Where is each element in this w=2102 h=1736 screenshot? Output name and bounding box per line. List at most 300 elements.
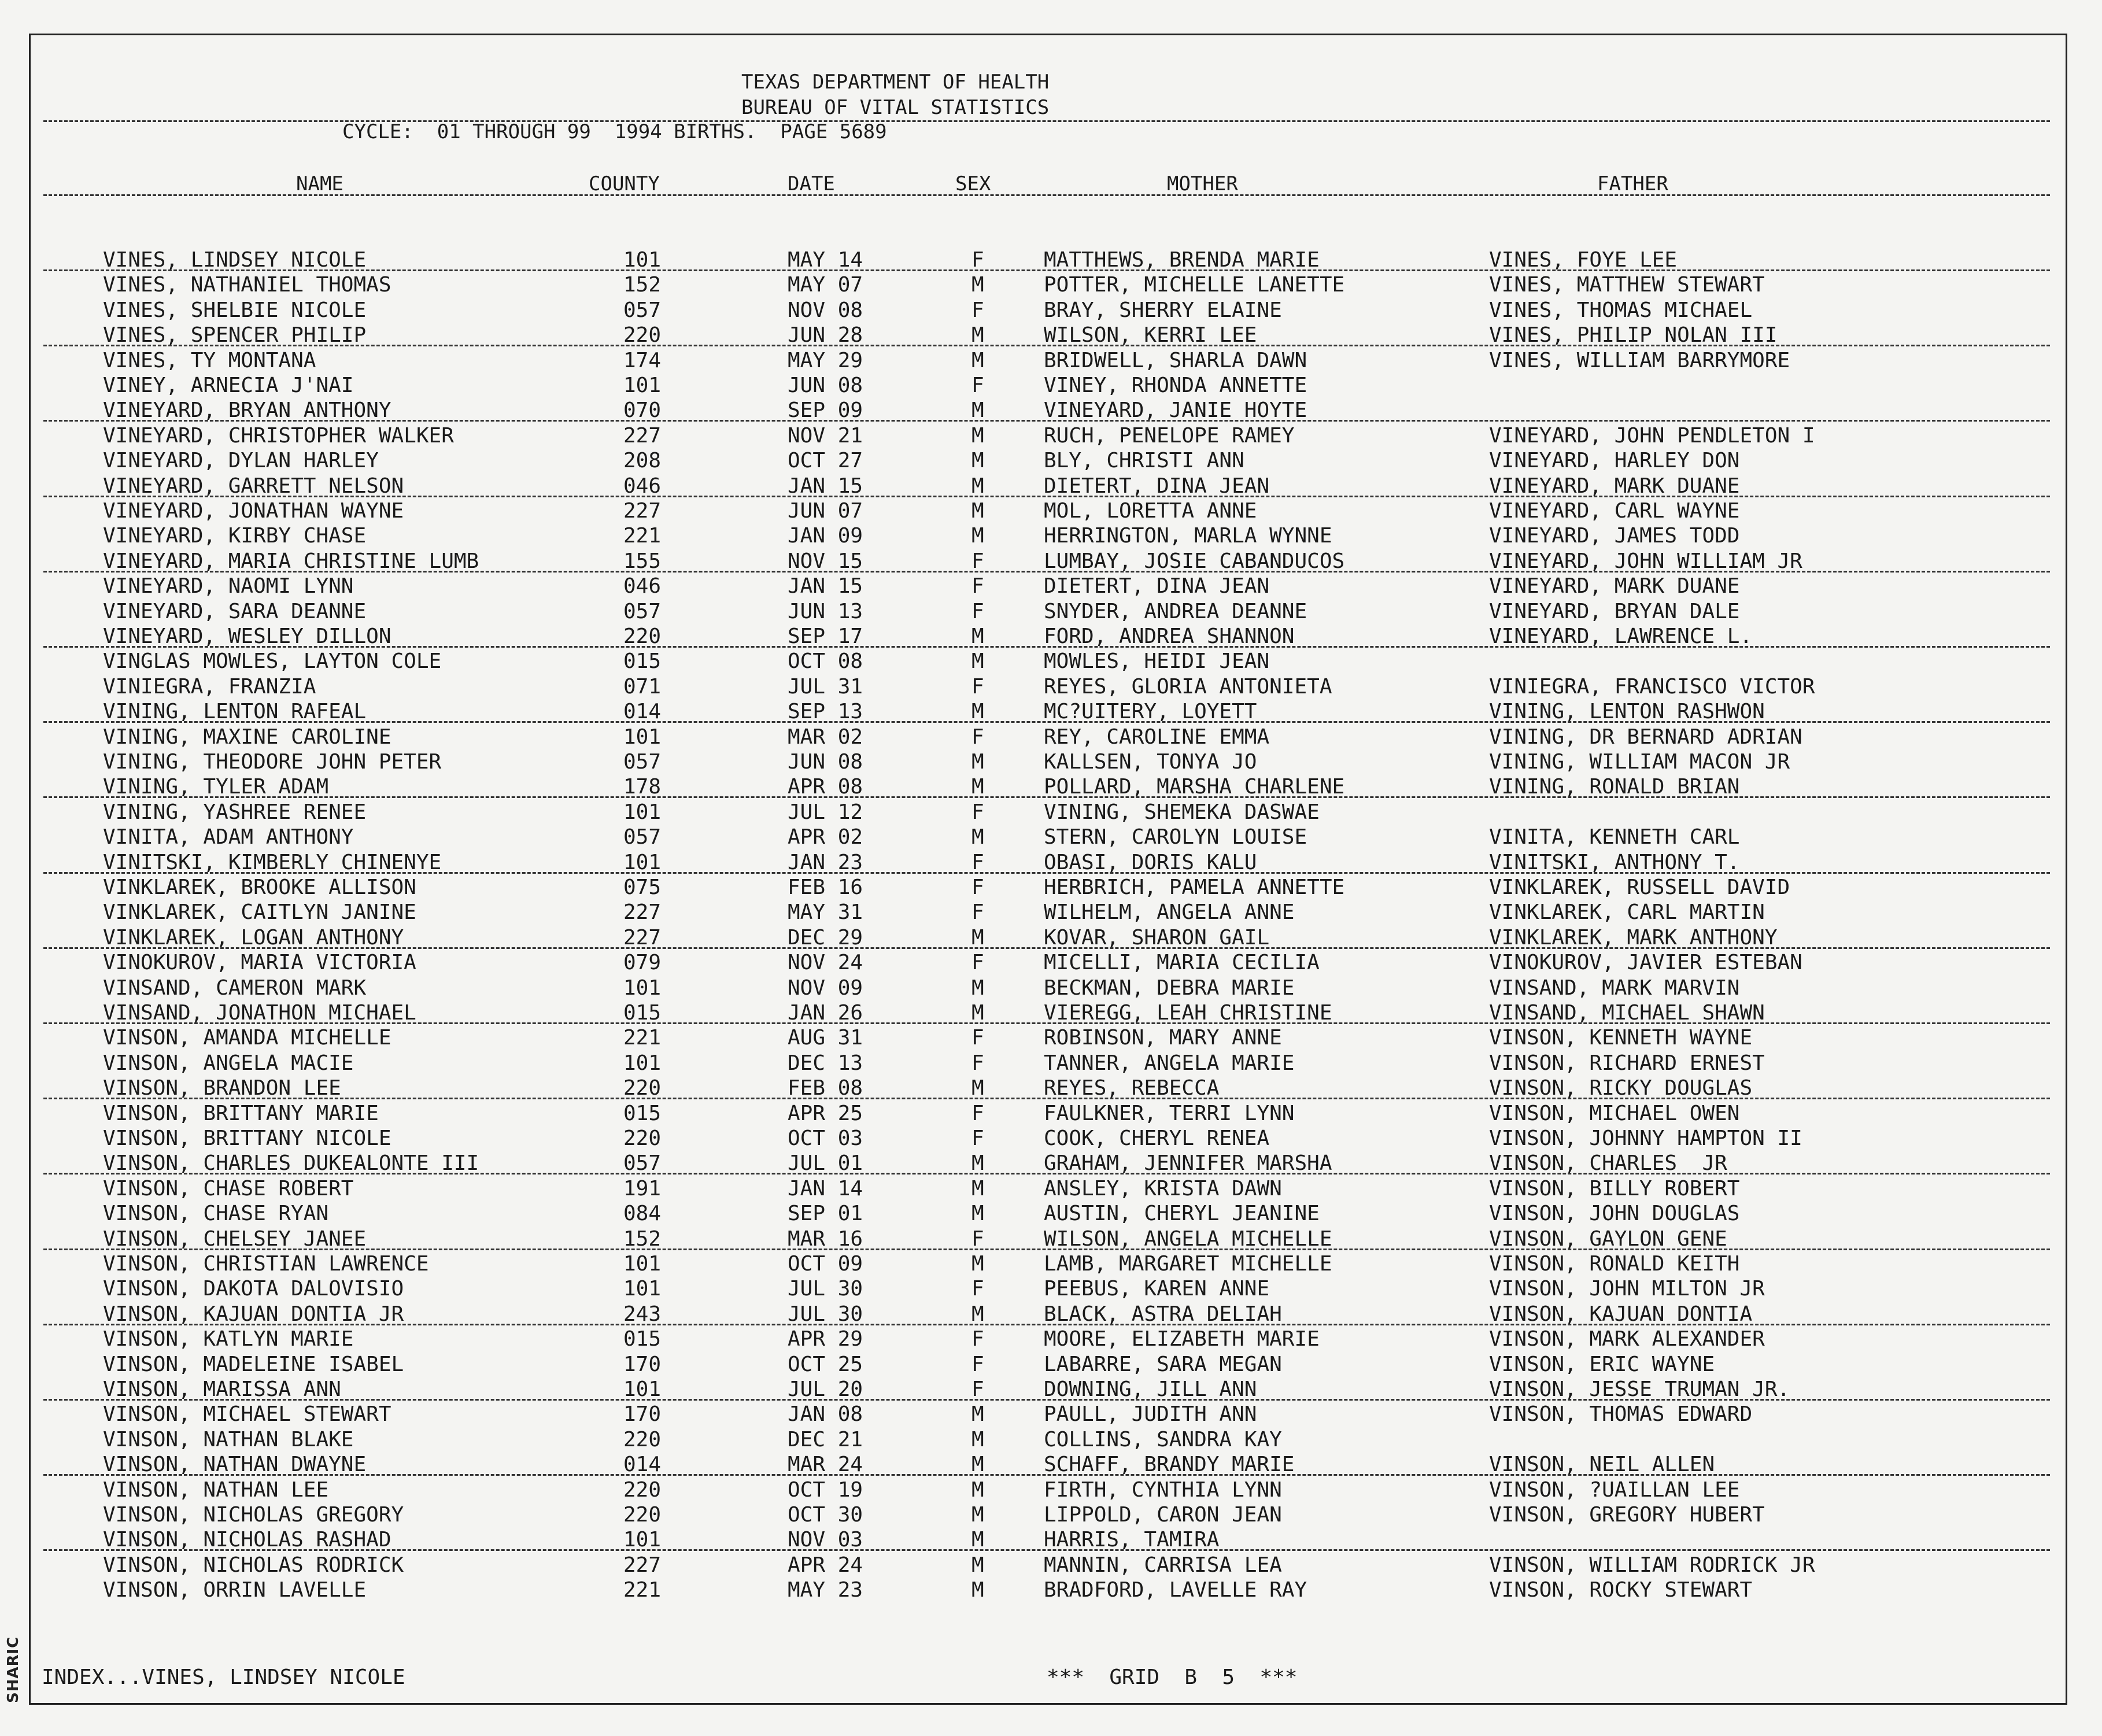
cell-name: VINING, THEODORE JOHN PETER: [103, 750, 442, 774]
cell-name: VINKLAREK, CAITLYN JANINE: [103, 900, 416, 925]
cell-sex: M: [971, 449, 984, 473]
table-row: [0, 1052, 2102, 1077]
cell-name: VINSON, NATHAN BLAKE: [103, 1427, 354, 1451]
cell-date: JUL 30: [788, 1277, 863, 1301]
cell-sex: M: [971, 700, 984, 724]
cell-father: VINSON, GREGORY HUBERT: [1489, 1503, 1765, 1527]
cell-sex: M: [971, 1202, 984, 1226]
cell-mother: REYES, REBECCA: [1044, 1076, 1220, 1100]
cell-county: 101: [623, 800, 662, 824]
table-row: [0, 324, 2102, 349]
cell-date: NOV 21: [788, 423, 863, 448]
cell-sex: F: [971, 1026, 984, 1050]
cell-date: NOV 03: [788, 1528, 863, 1552]
cell-name: VINEYARD, NAOMI LYNN: [103, 574, 354, 599]
cell-county: 221: [623, 1026, 662, 1050]
table-row: [0, 851, 2102, 876]
cell-county: 220: [623, 1076, 662, 1100]
cell-name: VINEYARD, GARRETT NELSON: [103, 474, 404, 498]
cell-mother: MICELLI, MARIA CECILIA: [1044, 951, 1320, 975]
cell-sex: F: [971, 1101, 984, 1125]
cell-sex: M: [971, 976, 984, 1000]
cell-name: VINOKUROV, MARIA VICTORIA: [103, 951, 416, 975]
cell-date: OCT 08: [788, 649, 863, 674]
cell-date: FEB 08: [788, 1076, 863, 1100]
cell-date: JAN 08: [788, 1402, 863, 1427]
cell-name: VINEYARD, KIRBY CHASE: [103, 524, 367, 548]
table-row: [0, 299, 2102, 324]
cell-sex: M: [971, 1478, 984, 1502]
cell-county: 227: [623, 499, 662, 523]
cell-sex: F: [971, 574, 984, 599]
cell-mother: GRAHAM, JENNIFER MARSHA: [1044, 1151, 1332, 1176]
cell-date: JUL 31: [788, 674, 863, 699]
cell-date: JAN 26: [788, 1001, 863, 1025]
cell-sex: M: [971, 925, 984, 950]
table-row: [0, 475, 2102, 500]
cell-sex: M: [971, 348, 984, 372]
column-header-father: FATHER: [1597, 172, 1668, 195]
cell-name: VINING, YASHREE RENEE: [103, 800, 367, 824]
table-row: [0, 625, 2102, 650]
cell-sex: M: [971, 474, 984, 498]
table-row: [0, 1353, 2102, 1378]
table-row: [0, 575, 2102, 600]
header-agency: TEXAS DEPARTMENT OF HEALTH: [741, 71, 1050, 94]
cell-county: 101: [623, 1528, 662, 1552]
cell-name: VINES, SPENCER PHILIP: [103, 323, 367, 348]
cell-date: JUN 08: [788, 750, 863, 774]
cell-father: VINSON, BILLY ROBERT: [1489, 1176, 1740, 1201]
cell-name: VINSON, MICHAEL STEWART: [103, 1402, 391, 1427]
cell-mother: BRADFORD, LAVELLE RAY: [1044, 1578, 1307, 1602]
cell-name: VINSON, NICHOLAS GREGORY: [103, 1503, 404, 1527]
cell-sex: F: [971, 1051, 984, 1075]
table-row: [0, 876, 2102, 901]
cell-name: VINITA, ADAM ANTHONY: [103, 825, 354, 849]
cell-name: VINITSKI, KIMBERLY CHINENYE: [103, 850, 442, 874]
cell-mother: OBASI, DORIS KALU: [1044, 850, 1257, 874]
cell-county: 170: [623, 1352, 662, 1376]
cell-county: 220: [623, 1478, 662, 1502]
cell-date: MAR 24: [788, 1453, 863, 1477]
table-row: [0, 349, 2102, 374]
cell-sex: F: [971, 599, 984, 623]
cell-name: VINES, NATHANIEL THOMAS: [103, 273, 391, 297]
cell-father: VINES, THOMAS MICHAEL: [1489, 298, 1753, 322]
cell-father: VINSON, CHARLES JR: [1489, 1151, 1727, 1176]
cell-sex: M: [971, 1402, 984, 1427]
table-row: [0, 1579, 2102, 1604]
cell-county: 015: [623, 649, 662, 674]
cell-name: VINSON, CHASE RYAN: [103, 1202, 329, 1226]
cell-sex: M: [971, 273, 984, 297]
cell-mother: SNYDER, ANDREA DEANNE: [1044, 599, 1307, 623]
cell-sex: M: [971, 625, 984, 648]
table-row: [0, 1303, 2102, 1328]
cell-father: VINSAND, MICHAEL SHAWN: [1489, 1001, 1765, 1025]
cell-county: 057: [623, 298, 662, 322]
cell-name: VINKLAREK, BROOKE ALLISON: [103, 876, 416, 899]
cell-mother: STERN, CAROLYN LOUISE: [1044, 825, 1307, 849]
cell-date: APR 02: [788, 825, 863, 849]
cell-name: VINSON, CHARLES DUKEALONTE III: [103, 1151, 479, 1176]
cell-county: 191: [623, 1176, 662, 1201]
cell-sex: M: [971, 1001, 984, 1025]
cell-date: AUG 31: [788, 1026, 863, 1050]
table-row: [0, 600, 2102, 625]
cell-county: 015: [623, 1001, 662, 1025]
cell-name: VINSON, KAJUAN DONTIA JR: [103, 1302, 404, 1326]
cell-sex: M: [971, 775, 984, 799]
cell-sex: F: [971, 1352, 984, 1376]
cell-sex: F: [971, 1227, 984, 1251]
cell-county: 174: [623, 348, 662, 372]
cell-date: OCT 09: [788, 1252, 863, 1276]
cell-name: VINSAND, JONATHON MICHAEL: [103, 1001, 416, 1025]
cell-father: VINING, WILLIAM MACON JR: [1489, 750, 1790, 774]
cell-mother: LABARRE, SARA MEGAN: [1044, 1352, 1282, 1376]
cell-date: JAN 15: [788, 574, 863, 599]
table-row: [0, 1479, 2102, 1504]
cell-county: 070: [623, 398, 662, 423]
cell-county: 101: [623, 1051, 662, 1075]
cell-father: VINEYARD, MARK DUANE: [1489, 574, 1740, 599]
column-header-date: DATE: [788, 172, 835, 195]
cell-date: SEP 13: [788, 700, 863, 724]
cell-sex: M: [971, 499, 984, 523]
cell-name: VINSON, CHASE ROBERT: [103, 1176, 354, 1201]
cell-mother: AUSTIN, CHERYL JEANINE: [1044, 1202, 1320, 1226]
cell-name: VINIEGRA, FRANZIA: [103, 674, 316, 699]
table-row: [0, 675, 2102, 700]
cell-date: MAY 14: [788, 248, 863, 272]
column-header-rule: [43, 194, 2050, 196]
cell-date: APR 24: [788, 1553, 863, 1577]
cell-county: 152: [623, 273, 662, 297]
cell-name: VINES, TY MONTANA: [103, 348, 316, 372]
cell-mother: REYES, GLORIA ANTONIETA: [1044, 674, 1332, 699]
table-row: [0, 901, 2102, 926]
table-row: [0, 500, 2102, 525]
cell-father: VINEYARD, LAWRENCE L.: [1489, 625, 1753, 648]
cell-mother: LUMBAY, JOSIE CABANDUCOS: [1044, 549, 1345, 573]
cell-name: VINEYARD, BRYAN ANTHONY: [103, 398, 391, 423]
cell-father: VINEYARD, BRYAN DALE: [1489, 599, 1740, 623]
table-row: [0, 726, 2102, 751]
cell-name: VINEYARD, WESLEY DILLON: [103, 625, 391, 648]
cell-mother: PAULL, JUDITH ANN: [1044, 1402, 1257, 1427]
cell-sex: M: [971, 1252, 984, 1276]
cell-father: VINOKUROV, JAVIER ESTEBAN: [1489, 951, 1802, 975]
table-row: [0, 751, 2102, 775]
cell-county: 057: [623, 1151, 662, 1176]
cell-name: VINSON, CHELSEY JANEE: [103, 1227, 367, 1251]
cell-county: 015: [623, 1327, 662, 1351]
cell-name: VINEY, ARNECIA J'NAI: [103, 374, 354, 397]
cell-date: SEP 17: [788, 625, 863, 648]
cell-mother: WILSON, KERRI LEE: [1044, 323, 1257, 348]
cell-date: DEC 21: [788, 1427, 863, 1451]
cell-sex: F: [971, 1126, 984, 1150]
table-row: [0, 926, 2102, 951]
cell-father: VINING, LENTON RASHWON: [1489, 700, 1765, 724]
cell-sex: F: [971, 876, 984, 899]
cell-father: VINING, DR BERNARD ADRIAN: [1489, 725, 1802, 749]
table-row: [0, 826, 2102, 851]
cell-date: APR 25: [788, 1101, 863, 1125]
table-row: [0, 1277, 2102, 1302]
cell-sex: M: [971, 1151, 984, 1176]
cell-date: MAY 23: [788, 1578, 863, 1602]
cell-father: VINSON, WILLIAM RODRICK JR: [1489, 1553, 1815, 1577]
cell-county: 155: [623, 549, 662, 573]
cell-date: OCT 03: [788, 1126, 863, 1150]
cell-father: VINSON, ERIC WAYNE: [1489, 1352, 1715, 1376]
table-row: [0, 1428, 2102, 1453]
cell-county: 079: [623, 951, 662, 975]
cell-sex: M: [971, 524, 984, 548]
cell-sex: M: [971, 1176, 984, 1201]
cell-sex: F: [971, 725, 984, 749]
cell-father: VINSON, JESSE TRUMAN JR.: [1489, 1377, 1790, 1401]
cell-mother: VINEYARD, JANIE HOYTE: [1044, 398, 1307, 423]
cell-mother: FIRTH, CYNTHIA LYNN: [1044, 1478, 1282, 1502]
table-row: [0, 1002, 2102, 1026]
cell-father: VINSON, NEIL ALLEN: [1489, 1453, 1715, 1477]
cell-date: OCT 19: [788, 1478, 863, 1502]
cell-county: 221: [623, 524, 662, 548]
table-row: [0, 1152, 2102, 1177]
cell-mother: MANNIN, CARRISA LEA: [1044, 1553, 1282, 1577]
cell-county: 101: [623, 976, 662, 1000]
cell-father: VINSON, THOMAS EDWARD: [1489, 1402, 1753, 1427]
cell-father: VINSON, JOHN MILTON JR: [1489, 1277, 1765, 1301]
cell-county: 015: [623, 1101, 662, 1125]
cell-county: 101: [623, 248, 662, 272]
cell-father: VINING, RONALD BRIAN: [1489, 775, 1740, 799]
table-row: [0, 650, 2102, 675]
cell-county: 243: [623, 1302, 662, 1326]
table-row: [0, 1202, 2102, 1227]
cell-name: VINSON, AMANDA MICHELLE: [103, 1026, 391, 1050]
cell-sex: M: [971, 1427, 984, 1451]
cell-date: JUL 30: [788, 1302, 863, 1326]
cell-father: VINSON, RICKY DOUGLAS: [1489, 1076, 1753, 1100]
cell-mother: POLLARD, MARSHA CHARLENE: [1044, 775, 1345, 799]
cell-sex: F: [971, 374, 984, 397]
cell-county: 220: [623, 1427, 662, 1451]
table-row: [0, 951, 2102, 976]
cell-mother: MOWLES, HEIDI JEAN: [1044, 649, 1270, 674]
table-row: [0, 424, 2102, 449]
cell-sex: M: [971, 423, 984, 448]
cell-date: NOV 08: [788, 298, 863, 322]
cell-name: VINSON, MARISSA ANN: [103, 1377, 341, 1401]
cell-name: VINEYARD, MARIA CHRISTINE LUMB: [103, 549, 479, 573]
cell-mother: HERBRICH, PAMELA ANNETTE: [1044, 876, 1345, 899]
cell-father: VINSON, GAYLON GENE: [1489, 1227, 1727, 1251]
cell-sex: M: [971, 750, 984, 774]
table-row: [0, 1177, 2102, 1202]
cell-name: VINSON, NICHOLAS RASHAD: [103, 1528, 391, 1552]
cell-mother: KALLSEN, TONYA JO: [1044, 750, 1257, 774]
cell-name: VINKLAREK, LOGAN ANTHONY: [103, 925, 404, 950]
cell-county: 101: [623, 1252, 662, 1276]
table-row: [0, 1253, 2102, 1277]
cell-date: JUN 13: [788, 599, 863, 623]
cell-date: OCT 30: [788, 1503, 863, 1527]
cell-mother: ANSLEY, KRISTA DAWN: [1044, 1176, 1282, 1201]
cell-father: VINSON, KAJUAN DONTIA: [1489, 1302, 1753, 1326]
cell-mother: MC?UITERY, LOYETT: [1044, 700, 1257, 724]
cell-mother: DIETERT, DINA JEAN: [1044, 574, 1270, 599]
cell-mother: VINING, SHEMEKA DASWAE: [1044, 800, 1320, 824]
cell-county: 057: [623, 599, 662, 623]
cell-father: VINSON, RONALD KEITH: [1489, 1252, 1740, 1276]
cell-sex: M: [971, 1302, 984, 1326]
cell-county: 084: [623, 1202, 662, 1226]
cell-name: VINSON, NATHAN DWAYNE: [103, 1453, 367, 1477]
cell-date: JAN 23: [788, 850, 863, 874]
cell-sex: F: [971, 549, 984, 573]
cell-county: 178: [623, 775, 662, 799]
cell-name: VINES, SHELBIE NICOLE: [103, 298, 367, 322]
cell-mother: POTTER, MICHELLE LANETTE: [1044, 273, 1345, 297]
cell-father: VINIEGRA, FRANCISCO VICTOR: [1489, 674, 1815, 699]
table-row: [0, 700, 2102, 725]
cell-name: VINSON, BRANDON LEE: [103, 1076, 341, 1100]
cell-date: MAY 31: [788, 900, 863, 925]
cell-date: APR 29: [788, 1327, 863, 1351]
cell-county: 220: [623, 625, 662, 648]
cell-date: DEC 13: [788, 1051, 863, 1075]
cell-mother: WILHELM, ANGELA ANNE: [1044, 900, 1295, 925]
cell-father: VINITA, KENNETH CARL: [1489, 825, 1740, 849]
cell-sex: F: [971, 850, 984, 874]
cell-father: VINITSKI, ANTHONY T.: [1489, 850, 1740, 874]
table-row: [0, 1026, 2102, 1051]
cell-sex: M: [971, 1503, 984, 1527]
side-label: SHARIC: [5, 1636, 22, 1703]
cell-date: JAN 15: [788, 474, 863, 498]
cell-date: JUN 07: [788, 499, 863, 523]
cell-father: VINES, WILLIAM BARRYMORE: [1489, 348, 1790, 372]
cell-father: VINEYARD, CARL WAYNE: [1489, 499, 1740, 523]
cell-father: VINSON, KENNETH WAYNE: [1489, 1026, 1753, 1050]
table-row: [0, 449, 2102, 474]
cell-sex: M: [971, 1578, 984, 1602]
cell-mother: LAMB, MARGARET MICHELLE: [1044, 1252, 1332, 1276]
cell-date: NOV 09: [788, 976, 863, 1000]
cell-date: MAY 07: [788, 273, 863, 297]
cell-mother: VIEREGG, LEAH CHRISTINE: [1044, 1001, 1332, 1025]
cell-county: 208: [623, 449, 662, 473]
cell-date: DEC 29: [788, 925, 863, 950]
table-row: [0, 274, 2102, 298]
table-row: [0, 1403, 2102, 1428]
table-row: [0, 1554, 2102, 1579]
cell-date: FEB 16: [788, 876, 863, 899]
cell-mother: MATTHEWS, BRENDA MARIE: [1044, 248, 1320, 272]
cell-date: JUN 28: [788, 323, 863, 348]
table-row: [0, 249, 2102, 274]
table-row: [0, 550, 2102, 575]
cell-sex: F: [971, 951, 984, 975]
cell-name: VINES, LINDSEY NICOLE: [103, 248, 367, 272]
cell-county: 014: [623, 1453, 662, 1477]
cell-sex: M: [971, 323, 984, 348]
cell-county: 101: [623, 850, 662, 874]
cell-date: OCT 27: [788, 449, 863, 473]
cell-father: VINEYARD, MARK DUANE: [1489, 474, 1740, 498]
cell-mother: FAULKNER, TERRI LYNN: [1044, 1101, 1295, 1125]
column-header-sex: SEX: [955, 172, 991, 195]
cell-father: VINSAND, MARK MARVIN: [1489, 976, 1740, 1000]
cell-county: 227: [623, 1553, 662, 1577]
cell-father: VINSON, MICHAEL OWEN: [1489, 1101, 1740, 1125]
column-header-mother: MOTHER: [1167, 172, 1238, 195]
cell-father: VINEYARD, JAMES TODD: [1489, 524, 1740, 548]
table-row: [0, 1504, 2102, 1528]
cell-county: 221: [623, 1578, 662, 1602]
table-row: [0, 399, 2102, 424]
table-row: [0, 1102, 2102, 1127]
cell-mother: SCHAFF, BRANDY MARIE: [1044, 1453, 1295, 1477]
cell-sex: F: [971, 900, 984, 925]
cell-mother: RUCH, PENELOPE RAMEY: [1044, 423, 1295, 448]
table-row: [0, 977, 2102, 1002]
cell-mother: BECKMAN, DEBRA MARIE: [1044, 976, 1295, 1000]
cell-name: VINSON, BRITTANY MARIE: [103, 1101, 379, 1125]
column-header-name: NAME: [296, 172, 343, 195]
cell-name: VINSAND, CAMERON MARK: [103, 976, 367, 1000]
cell-sex: M: [971, 649, 984, 674]
cell-sex: F: [971, 1377, 984, 1401]
cell-county: 220: [623, 1503, 662, 1527]
cell-mother: DOWNING, JILL ANN: [1044, 1377, 1257, 1401]
cell-father: VINSON, RICHARD ERNEST: [1489, 1051, 1765, 1075]
table-row: [0, 1328, 2102, 1353]
cell-mother: BRIDWELL, SHARLA DAWN: [1044, 348, 1307, 372]
cell-mother: COLLINS, SANDRA KAY: [1044, 1427, 1282, 1451]
footer-index: INDEX...VINES, LINDSEY NICOLE: [42, 1665, 405, 1689]
cell-date: JUL 12: [788, 800, 863, 824]
cell-sex: M: [971, 825, 984, 849]
footer-grid: *** GRID B 5 ***: [1047, 1665, 1298, 1689]
cell-county: 101: [623, 725, 662, 749]
cell-name: VINSON, CHRISTIAN LAWRENCE: [103, 1252, 429, 1276]
cell-date: SEP 01: [788, 1202, 863, 1226]
cell-name: VINEYARD, CHRISTOPHER WALKER: [103, 423, 454, 448]
cell-father: VINES, PHILIP NOLAN III: [1489, 323, 1778, 348]
cell-county: 220: [623, 323, 662, 348]
table-row: [0, 1528, 2102, 1553]
cell-date: MAY 29: [788, 348, 863, 372]
cell-county: 101: [623, 1377, 662, 1401]
cell-mother: DIETERT, DINA JEAN: [1044, 474, 1270, 498]
cell-name: VINEYARD, DYLAN HARLEY: [103, 449, 379, 473]
cell-date: OCT 25: [788, 1352, 863, 1376]
cell-mother: PEEBUS, KAREN ANNE: [1044, 1277, 1270, 1301]
cell-county: 101: [623, 374, 662, 397]
cell-mother: REY, CAROLINE EMMA: [1044, 725, 1270, 749]
cell-name: VINSON, NICHOLAS RODRICK: [103, 1553, 404, 1577]
cell-mother: LIPPOLD, CARON JEAN: [1044, 1503, 1282, 1527]
cell-date: JAN 09: [788, 524, 863, 548]
cell-father: VINEYARD, JOHN PENDLETON I: [1489, 423, 1815, 448]
cell-father: VINEYARD, HARLEY DON: [1489, 449, 1740, 473]
